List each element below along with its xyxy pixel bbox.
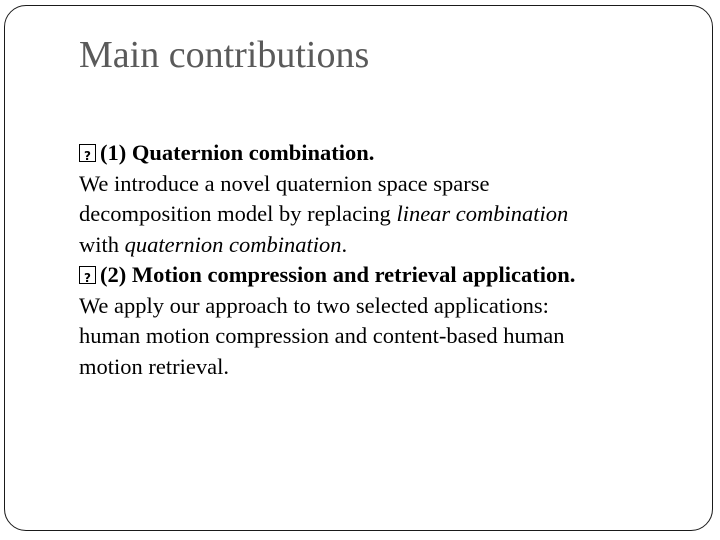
bullet-1-body-line-2	[79, 199, 679, 230]
slide-content	[79, 138, 679, 382]
bullet-1-body-line-3	[79, 230, 679, 261]
missing-glyph-icon	[79, 266, 96, 284]
bullet-1-line-3-emphasis: quaternion combination	[124, 231, 342, 257]
bullet-1-line-3-period: .	[341, 231, 348, 257]
bullet-heading-1-text: (1) Quaternion combination.	[100, 140, 375, 165]
bullet-2-body-line-3: motion retrieval.	[79, 353, 229, 379]
bullet-2-body-line-2: human motion compression and content-based human	[79, 323, 565, 348]
bullet-1-line-2-emphasis: linear combination	[396, 201, 569, 226]
missing-glyph-icon	[79, 144, 96, 162]
bullet-1-line-2-text: decomposition model by replacing	[79, 201, 397, 226]
bullet-heading-2	[79, 260, 679, 291]
bullet-1-line-3-text: with	[79, 231, 125, 257]
bullet-1-body-line-1: We introduce a novel quaternion space sparse	[79, 170, 490, 196]
bullet-2-body-line-1: We apply our approach to two selected applications:	[79, 292, 549, 318]
slide-title: Main contributions	[79, 34, 370, 76]
bullet-heading-1	[79, 138, 679, 169]
bullet-heading-2-text: (2) Motion compression and retrieval application.	[100, 262, 576, 287]
